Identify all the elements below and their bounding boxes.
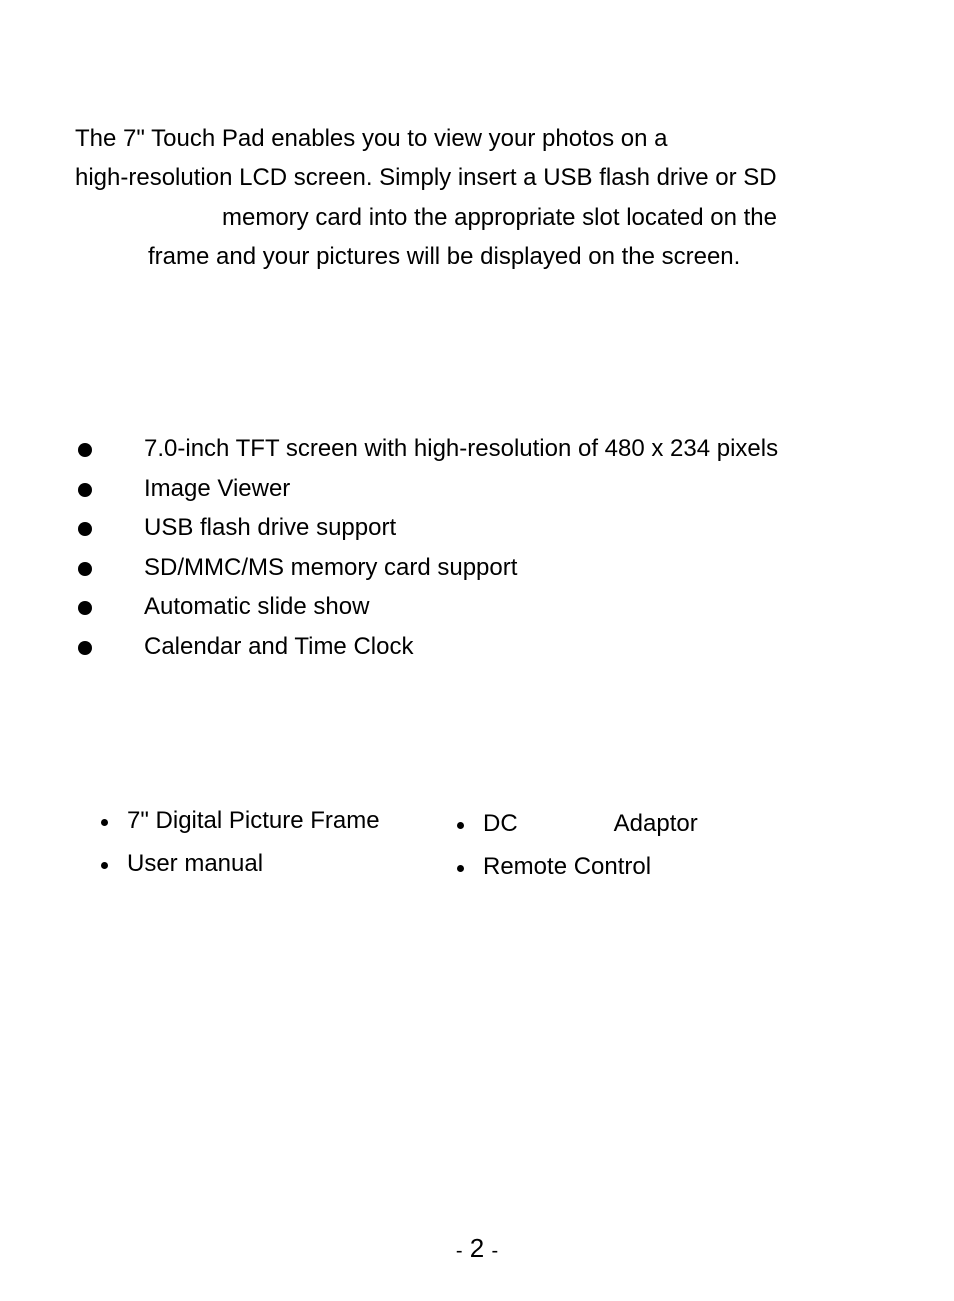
dc-word: DC: [483, 810, 518, 837]
intro-line: The 7" Touch Pad enables you to view your photos on a: [75, 125, 668, 152]
bullet-icon: [457, 822, 464, 829]
bullet-icon: [101, 819, 108, 826]
bullet-icon: [78, 483, 92, 497]
page-dash: -: [491, 1240, 499, 1262]
contents-text: [483, 809, 698, 839]
feature-text: Image Viewer: [144, 474, 291, 502]
feature-text: Calendar and Time Clock: [144, 632, 414, 660]
bullet-icon: [457, 865, 464, 872]
feature-text: 7.0-inch TFT screen with high-resolution of 480 x 234 pixels: [144, 435, 779, 462]
bullet-icon: [78, 641, 92, 655]
contents-text: Remote Control: [483, 853, 652, 880]
intro-line: frame and your pictures will be displayed on the screen.: [148, 243, 741, 270]
adaptor-word: Adaptor: [613, 810, 698, 837]
feature-text: Automatic slide show: [144, 593, 370, 621]
feature-text: USB flash drive support: [144, 514, 397, 542]
bullet-icon: [78, 443, 92, 457]
bullet-icon: [101, 862, 108, 869]
bullet-icon: [78, 601, 92, 615]
feature-text: SD/MMC/MS memory card support: [144, 553, 518, 581]
contents-text: 7" Digital Picture Frame: [127, 807, 380, 834]
page-dash: -: [455, 1240, 463, 1262]
intro-line: memory card into the appropriate slot located on the: [222, 204, 777, 231]
page-number-value: 2: [469, 1233, 485, 1263]
page-number: [0, 1233, 954, 1266]
bullet-icon: [78, 562, 92, 576]
bullet-icon: [78, 522, 92, 536]
contents-text: User manual: [127, 850, 264, 877]
intro-line: high-resolution LCD screen. Simply insert a USB flash drive or SD: [75, 164, 777, 191]
